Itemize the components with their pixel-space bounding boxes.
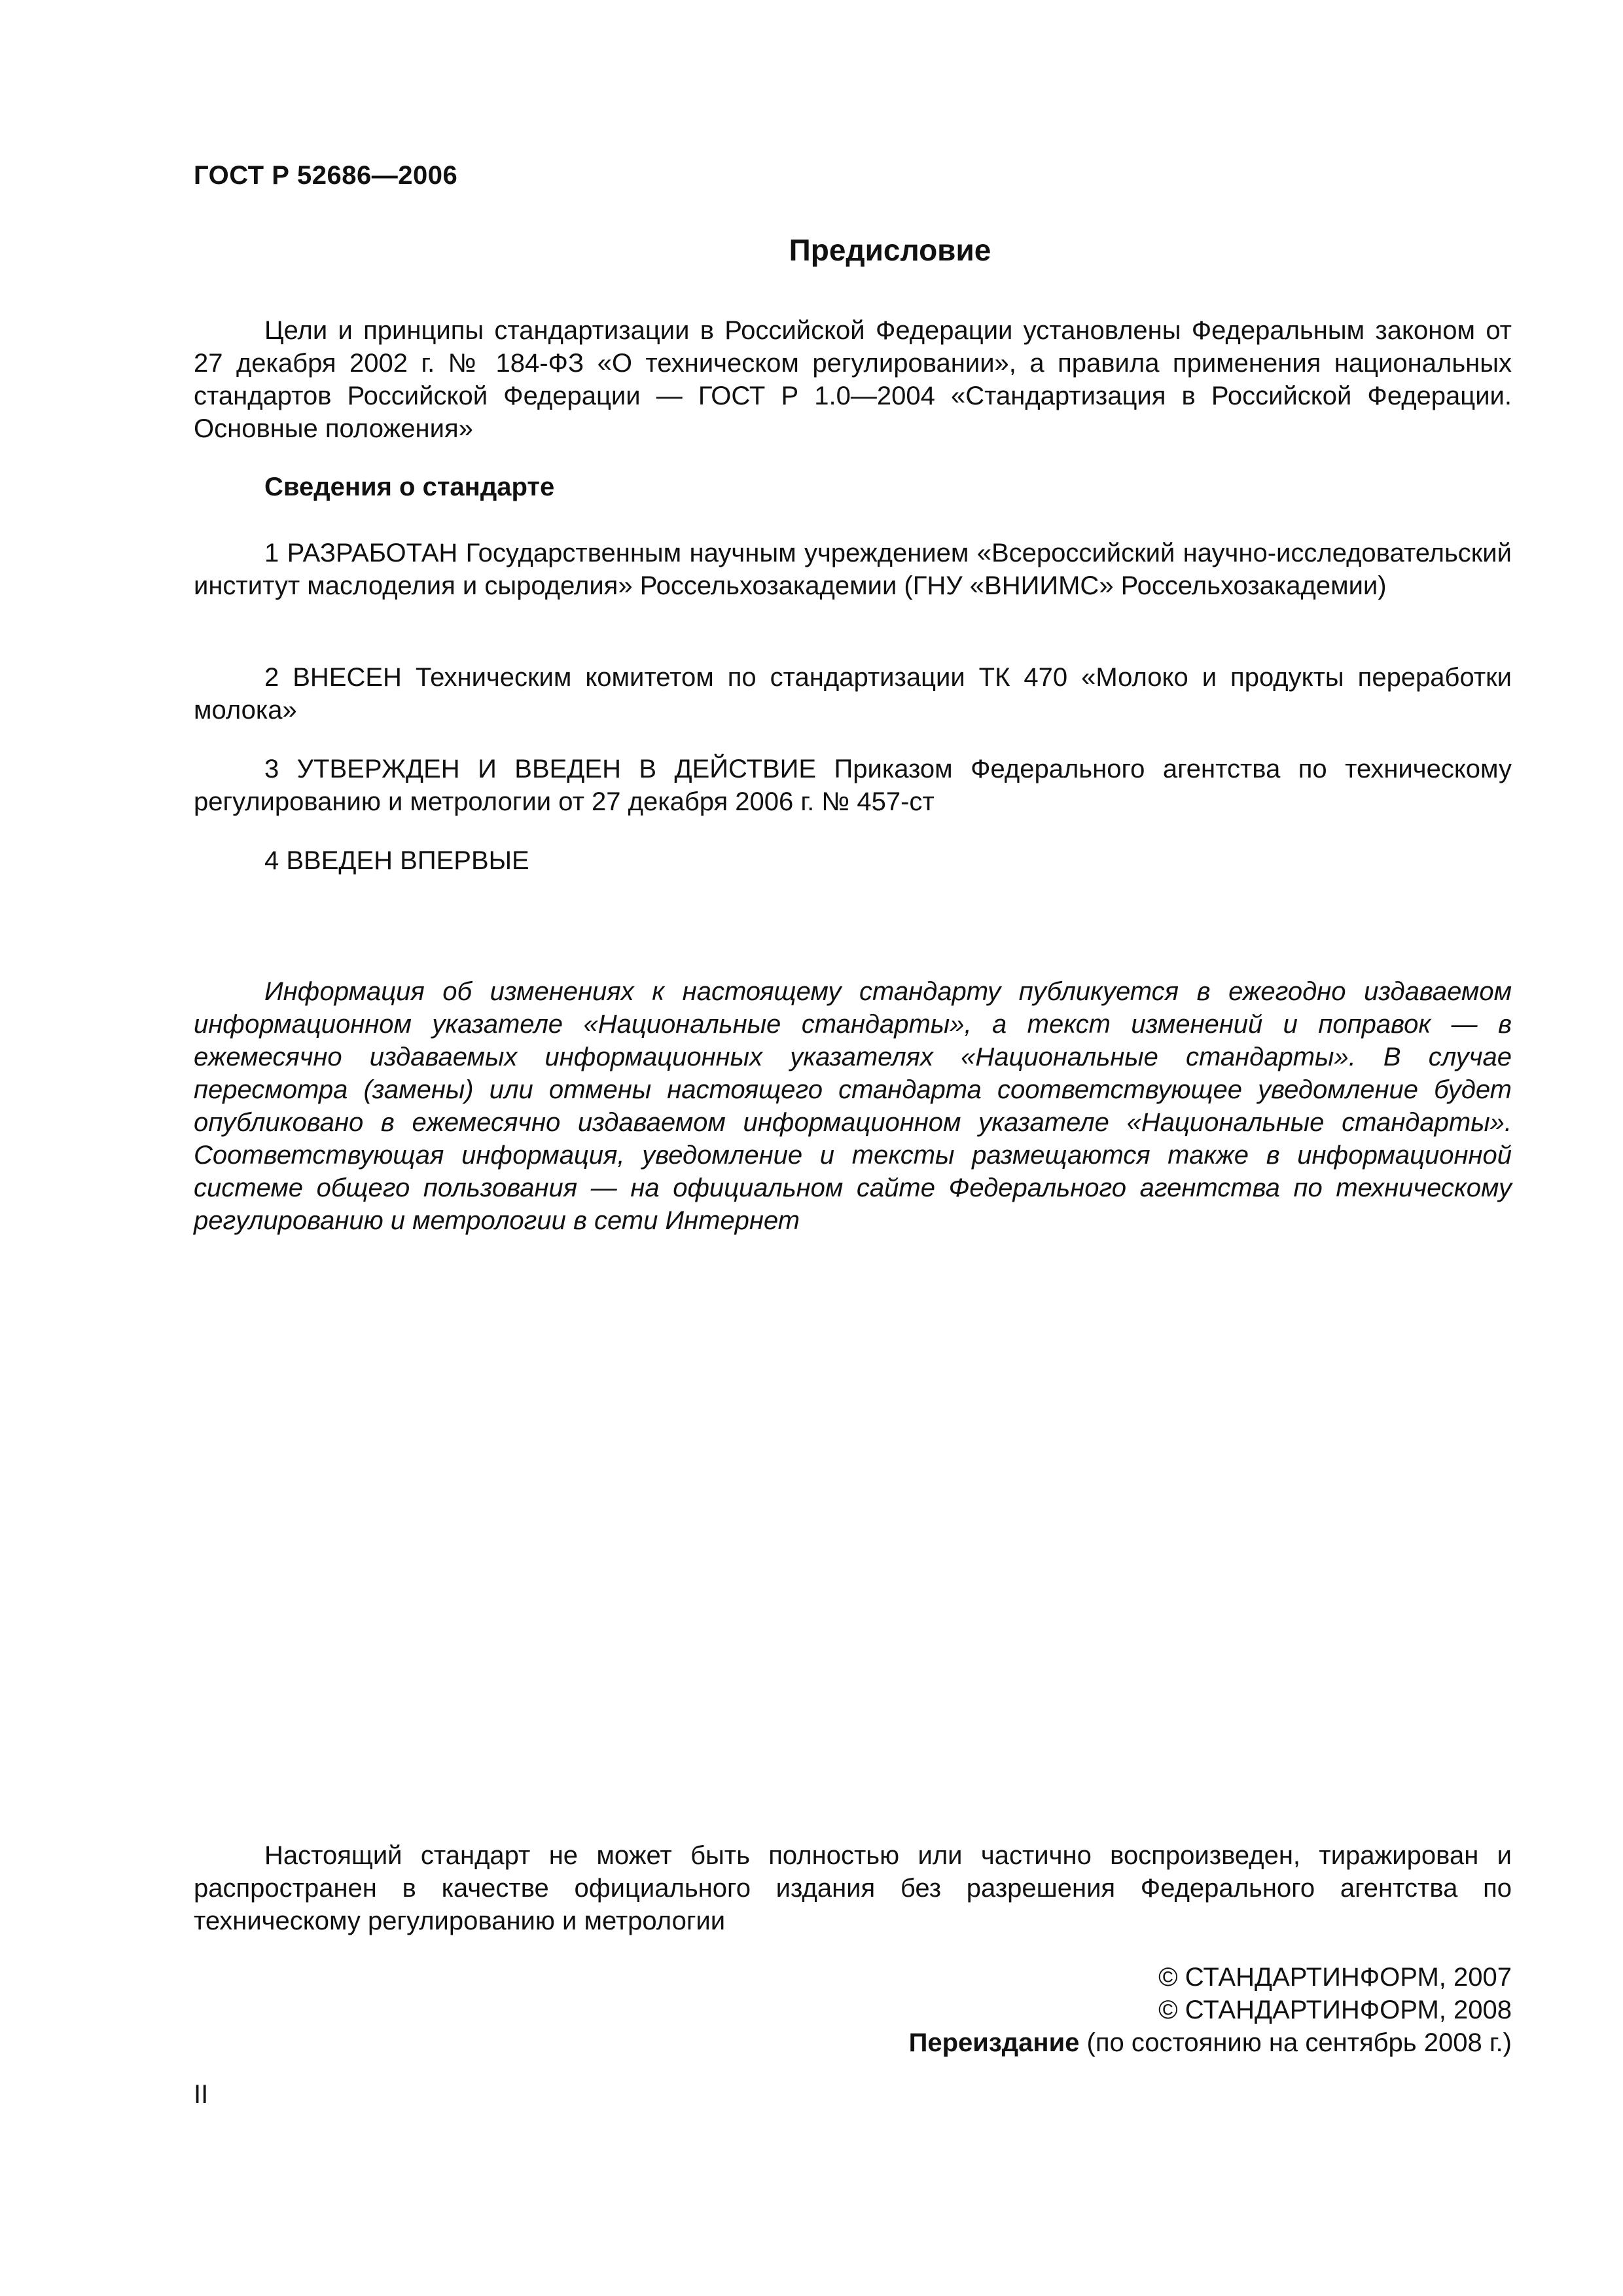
- copyright-line-1: © СТАНДАРТИНФОРМ, 2007: [1158, 1963, 1512, 1992]
- page-title: Предисловие: [789, 233, 991, 267]
- changes-notice: [194, 975, 1512, 1237]
- info-item-2: [194, 661, 1512, 726]
- standard-info-heading: Сведения о стандарте: [264, 473, 555, 501]
- page-number: II: [194, 2080, 209, 2109]
- changes-notice-text: Информация об изменениях к настоящему стандарту публикуется в ежегодно издаваемом информационном указателе «Национальные стандарты», а текст изменений и поправок — в ежемесячно издаваемых информационных указателях «Национальные стандарты». В случае пересмотра (замены) или отмены настоящего стандарта соответствующее уведомление будет опубликовано в ежемесячно издаваемом информационном указателе «Национальные стандарты». Соответствующая информация, уведомление и тексты размещаются также в информационной системе общего пользования — на официальном сайте Федерального агентства по техническому регулированию и метрологии в сети Интернет: [194, 977, 1512, 1235]
- reproduction-notice: [194, 1839, 1512, 1937]
- intro-text: Цели и принципы стандартизации в Российской Федерации установлены Федеральным законом от 27 декабря 2002 г. № 184-ФЗ «О техническом регулировании», а правила применения национальных стандартов Российской Федерации — ГОСТ Р 1.0—2004 «Стандартизация в Российской Федерации. Основные положения»: [194, 316, 1512, 443]
- info-item-4-text: 4 ВВЕДЕН ВПЕРВЫЕ: [264, 846, 529, 875]
- info-item-4: [194, 844, 1512, 877]
- info-item-1-text: 1 РАЗРАБОТАН Государственным научным учреждением «Всероссийский научно-исследовательский институт маслоделия и сыроделия» Россельхозакадемии (ГНУ «ВНИИМС» Россельхозакадемии): [194, 539, 1512, 600]
- intro-paragraph: [194, 314, 1512, 445]
- reissue-label: Переиздание: [908, 2028, 1080, 2057]
- standard-code-header: ГОСТ Р 52686—2006: [194, 161, 458, 190]
- copyright-block: [909, 1961, 1512, 2059]
- info-item-3-text: 3 УТВЕРЖДЕН И ВВЕДЕН В ДЕЙСТВИЕ Приказом Федерального агентства по техническому регулированию и метрологии от 27 декабря 2006 г. № 457-ст: [194, 755, 1512, 816]
- info-item-3: [194, 753, 1512, 818]
- info-item-1: [194, 537, 1512, 602]
- info-item-2-text: 2 ВНЕСЕН Техническим комитетом по стандартизации ТК 470 «Молоко и продукты переработки молока»: [194, 663, 1512, 725]
- copyright-line-2: © СТАНДАРТИНФОРМ, 2008: [1158, 1996, 1512, 2024]
- reissue-note: (по состоянию на сентябрь 2008 г.): [1079, 2028, 1512, 2057]
- reissue-line: [909, 2026, 1512, 2059]
- reproduction-notice-text: Настоящий стандарт не может быть полностью или частично воспроизведен, тиражирован и распространен в качестве официального издания без разрешения Федерального агентства по техническому регулированию и метрологии: [194, 1841, 1512, 1935]
